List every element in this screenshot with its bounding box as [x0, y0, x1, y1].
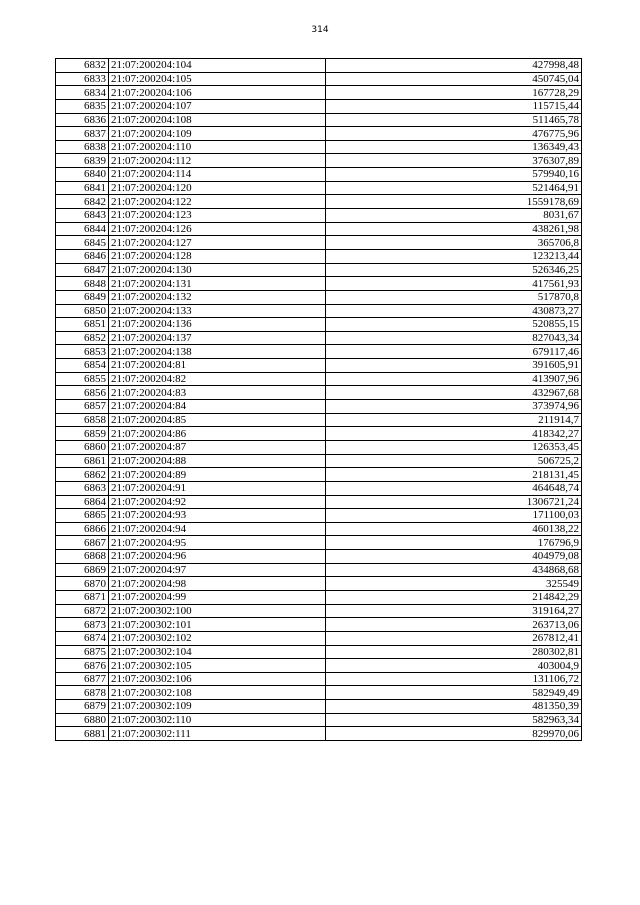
- table-row: [56, 168, 582, 182]
- value-cell: 432967,68: [326, 386, 582, 400]
- cadastral-number-cell: 21:07:200204:122: [109, 195, 326, 209]
- table-row: [56, 686, 582, 700]
- cadastral-number-cell: 21:07:200302:104: [109, 645, 326, 659]
- table-row: [56, 59, 582, 73]
- cadastral-number-cell: 21:07:200204:88: [109, 454, 326, 468]
- table-row: [56, 604, 582, 618]
- value-cell: 506725,2: [326, 454, 582, 468]
- cadastral-number-cell: 21:07:200204:94: [109, 522, 326, 536]
- cadastral-number-cell: 21:07:200204:133: [109, 304, 326, 318]
- cadastral-number-cell: 21:07:200204:127: [109, 236, 326, 250]
- cadastral-number-cell: 21:07:200204:108: [109, 113, 326, 127]
- row-number-cell: 6836: [56, 113, 109, 127]
- row-number-cell: 6877: [56, 672, 109, 686]
- table-row: [56, 304, 582, 318]
- value-cell: 679117,46: [326, 345, 582, 359]
- row-number-cell: 6835: [56, 99, 109, 113]
- row-number-cell: 6855: [56, 372, 109, 386]
- row-number-cell: 6860: [56, 440, 109, 454]
- value-cell: 136349,43: [326, 140, 582, 154]
- row-number-cell: 6840: [56, 168, 109, 182]
- value-cell: 267812,41: [326, 631, 582, 645]
- value-cell: 579940,16: [326, 168, 582, 182]
- value-cell: 365706,8: [326, 236, 582, 250]
- row-number-cell: 6878: [56, 686, 109, 700]
- table-row: [56, 154, 582, 168]
- table-row: [56, 181, 582, 195]
- value-cell: 325549: [326, 577, 582, 591]
- cadastral-number-cell: 21:07:200204:112: [109, 154, 326, 168]
- value-cell: 829970,06: [326, 727, 582, 741]
- row-number-cell: 6851: [56, 318, 109, 332]
- value-cell: 391605,91: [326, 359, 582, 373]
- value-cell: 8031,67: [326, 209, 582, 223]
- table-row: [56, 659, 582, 673]
- row-number-cell: 6873: [56, 618, 109, 632]
- value-cell: 403004,9: [326, 659, 582, 673]
- row-number-cell: 6857: [56, 400, 109, 414]
- table-row: [56, 440, 582, 454]
- cadastral-number-cell: 21:07:200204:104: [109, 59, 326, 73]
- value-cell: 214842,29: [326, 590, 582, 604]
- cadastral-value-table: [55, 58, 582, 741]
- value-cell: 427998,48: [326, 59, 582, 73]
- cadastral-number-cell: 21:07:200204:136: [109, 318, 326, 332]
- table-row: [56, 359, 582, 373]
- cadastral-number-cell: 21:07:200302:105: [109, 659, 326, 673]
- row-number-cell: 6866: [56, 522, 109, 536]
- table-row: [56, 413, 582, 427]
- value-cell: 1559178,69: [326, 195, 582, 209]
- cadastral-number-cell: 21:07:200204:105: [109, 72, 326, 86]
- value-cell: 280302,81: [326, 645, 582, 659]
- cadastral-number-cell: 21:07:200204:97: [109, 563, 326, 577]
- cadastral-number-cell: 21:07:200204:128: [109, 249, 326, 263]
- value-cell: 481350,39: [326, 700, 582, 714]
- cadastral-number-cell: 21:07:200302:106: [109, 672, 326, 686]
- cadastral-number-cell: 21:07:200204:123: [109, 209, 326, 223]
- table-row: [56, 550, 582, 564]
- value-cell: 526346,25: [326, 263, 582, 277]
- cadastral-number-cell: 21:07:200204:114: [109, 168, 326, 182]
- cadastral-number-cell: 21:07:200204:107: [109, 99, 326, 113]
- value-cell: 376307,89: [326, 154, 582, 168]
- table-row: [56, 290, 582, 304]
- table-row: [56, 318, 582, 332]
- cadastral-number-cell: 21:07:200204:137: [109, 331, 326, 345]
- cadastral-number-cell: 21:07:200204:95: [109, 536, 326, 550]
- cadastral-number-cell: 21:07:200204:98: [109, 577, 326, 591]
- row-number-cell: 6848: [56, 277, 109, 291]
- value-cell: 511465,78: [326, 113, 582, 127]
- row-number-cell: 6841: [56, 181, 109, 195]
- cadastral-number-cell: 21:07:200302:110: [109, 713, 326, 727]
- cadastral-number-cell: 21:07:200302:108: [109, 686, 326, 700]
- row-number-cell: 6863: [56, 481, 109, 495]
- value-cell: 115715,44: [326, 99, 582, 113]
- row-number-cell: 6858: [56, 413, 109, 427]
- cadastral-number-cell: 21:07:200204:92: [109, 495, 326, 509]
- table-row: [56, 509, 582, 523]
- row-number-cell: 6880: [56, 713, 109, 727]
- row-number-cell: 6876: [56, 659, 109, 673]
- page-number: 314: [311, 25, 329, 35]
- cadastral-number-cell: 21:07:200204:82: [109, 372, 326, 386]
- row-number-cell: 6852: [56, 331, 109, 345]
- row-number-cell: 6846: [56, 249, 109, 263]
- table-row: [56, 495, 582, 509]
- cadastral-number-cell: 21:07:200204:91: [109, 481, 326, 495]
- cadastral-number-cell: 21:07:200302:101: [109, 618, 326, 632]
- value-cell: 582949,49: [326, 686, 582, 700]
- value-cell: 123213,44: [326, 249, 582, 263]
- table-row: [56, 481, 582, 495]
- table-row: [56, 631, 582, 645]
- value-cell: 417561,93: [326, 277, 582, 291]
- row-number-cell: 6875: [56, 645, 109, 659]
- cadastral-number-cell: 21:07:200204:106: [109, 86, 326, 100]
- value-cell: 430873,27: [326, 304, 582, 318]
- row-number-cell: 6850: [56, 304, 109, 318]
- table-row: [56, 249, 582, 263]
- cadastral-number-cell: 21:07:200204:109: [109, 127, 326, 141]
- table-row: [56, 700, 582, 714]
- table-row: [56, 672, 582, 686]
- cadastral-number-cell: 21:07:200204:86: [109, 427, 326, 441]
- value-cell: 126353,45: [326, 440, 582, 454]
- table-row: [56, 277, 582, 291]
- row-number-cell: 6833: [56, 72, 109, 86]
- row-number-cell: 6843: [56, 209, 109, 223]
- cadastral-number-cell: 21:07:200302:100: [109, 604, 326, 618]
- value-cell: 263713,06: [326, 618, 582, 632]
- row-number-cell: 6869: [56, 563, 109, 577]
- table-row: [56, 195, 582, 209]
- table-row: [56, 713, 582, 727]
- cadastral-number-cell: 21:07:200204:96: [109, 550, 326, 564]
- cadastral-number-cell: 21:07:200204:99: [109, 590, 326, 604]
- table-row: [56, 645, 582, 659]
- row-number-cell: 6839: [56, 154, 109, 168]
- row-number-cell: 6847: [56, 263, 109, 277]
- value-cell: 413907,96: [326, 372, 582, 386]
- table-row: [56, 345, 582, 359]
- value-cell: 171100,03: [326, 509, 582, 523]
- row-number-cell: 6845: [56, 236, 109, 250]
- cadastral-number-cell: 21:07:200204:83: [109, 386, 326, 400]
- value-cell: 464648,74: [326, 481, 582, 495]
- value-cell: 404979,08: [326, 550, 582, 564]
- table-row: [56, 99, 582, 113]
- cadastral-number-cell: 21:07:200204:132: [109, 290, 326, 304]
- value-cell: 438261,98: [326, 222, 582, 236]
- row-number-cell: 6870: [56, 577, 109, 591]
- cadastral-number-cell: 21:07:200204:93: [109, 509, 326, 523]
- row-number-cell: 6862: [56, 468, 109, 482]
- row-number-cell: 6856: [56, 386, 109, 400]
- table-row: [56, 427, 582, 441]
- table-row: [56, 236, 582, 250]
- row-number-cell: 6838: [56, 140, 109, 154]
- table-row: [56, 222, 582, 236]
- cadastral-number-cell: 21:07:200204:120: [109, 181, 326, 195]
- cadastral-number-cell: 21:07:200204:131: [109, 277, 326, 291]
- value-cell: 476775,96: [326, 127, 582, 141]
- value-cell: 319164,27: [326, 604, 582, 618]
- row-number-cell: 6871: [56, 590, 109, 604]
- row-number-cell: 6872: [56, 604, 109, 618]
- table-row: [56, 127, 582, 141]
- value-cell: 167728,29: [326, 86, 582, 100]
- cadastral-number-cell: 21:07:200204:126: [109, 222, 326, 236]
- cadastral-number-cell: 21:07:200302:102: [109, 631, 326, 645]
- table-row: [56, 454, 582, 468]
- table-row: [56, 209, 582, 223]
- table-row: [56, 618, 582, 632]
- value-cell: 211914,7: [326, 413, 582, 427]
- table-row: [56, 72, 582, 86]
- value-cell: 517870,8: [326, 290, 582, 304]
- value-cell: 434868,68: [326, 563, 582, 577]
- row-number-cell: 6859: [56, 427, 109, 441]
- value-cell: 176796,9: [326, 536, 582, 550]
- row-number-cell: 6865: [56, 509, 109, 523]
- cadastral-number-cell: 21:07:200204:85: [109, 413, 326, 427]
- value-cell: 131106,72: [326, 672, 582, 686]
- table-row: [56, 563, 582, 577]
- row-number-cell: 6834: [56, 86, 109, 100]
- table-body: [56, 59, 582, 741]
- value-cell: 418342,27: [326, 427, 582, 441]
- value-cell: 582963,34: [326, 713, 582, 727]
- row-number-cell: 6879: [56, 700, 109, 714]
- cadastral-number-cell: 21:07:200204:130: [109, 263, 326, 277]
- cadastral-number-cell: 21:07:200302:111: [109, 727, 326, 741]
- table-row: [56, 86, 582, 100]
- table-row: [56, 331, 582, 345]
- row-number-cell: 6844: [56, 222, 109, 236]
- value-cell: 1306721,24: [326, 495, 582, 509]
- row-number-cell: 6867: [56, 536, 109, 550]
- table-row: [56, 727, 582, 741]
- cadastral-number-cell: 21:07:200204:110: [109, 140, 326, 154]
- row-number-cell: 6849: [56, 290, 109, 304]
- row-number-cell: 6832: [56, 59, 109, 73]
- value-cell: 521464,91: [326, 181, 582, 195]
- table-row: [56, 468, 582, 482]
- table-row: [56, 372, 582, 386]
- table-row: [56, 386, 582, 400]
- table-row: [56, 590, 582, 604]
- cadastral-number-cell: 21:07:200204:138: [109, 345, 326, 359]
- value-cell: 460138,22: [326, 522, 582, 536]
- row-number-cell: 6868: [56, 550, 109, 564]
- table-row: [56, 522, 582, 536]
- cadastral-number-cell: 21:07:200204:81: [109, 359, 326, 373]
- cadastral-number-cell: 21:07:200302:109: [109, 700, 326, 714]
- cadastral-number-cell: 21:07:200204:87: [109, 440, 326, 454]
- value-cell: 450745,04: [326, 72, 582, 86]
- row-number-cell: 6837: [56, 127, 109, 141]
- value-cell: 520855,15: [326, 318, 582, 332]
- row-number-cell: 6864: [56, 495, 109, 509]
- table-row: [56, 400, 582, 414]
- row-number-cell: 6853: [56, 345, 109, 359]
- row-number-cell: 6842: [56, 195, 109, 209]
- cadastral-number-cell: 21:07:200204:89: [109, 468, 326, 482]
- row-number-cell: 6861: [56, 454, 109, 468]
- cadastral-number-cell: 21:07:200204:84: [109, 400, 326, 414]
- row-number-cell: 6874: [56, 631, 109, 645]
- table-row: [56, 577, 582, 591]
- table-row: [56, 263, 582, 277]
- value-cell: 218131,45: [326, 468, 582, 482]
- table-row: [56, 536, 582, 550]
- value-cell: 827043,34: [326, 331, 582, 345]
- row-number-cell: 6881: [56, 727, 109, 741]
- row-number-cell: 6854: [56, 359, 109, 373]
- value-cell: 373974,96: [326, 400, 582, 414]
- table-row: [56, 113, 582, 127]
- table-row: [56, 140, 582, 154]
